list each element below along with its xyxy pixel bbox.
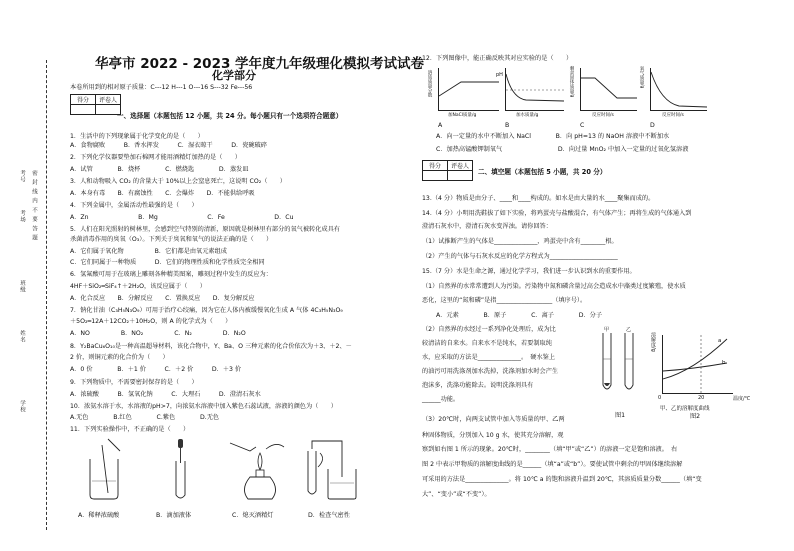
- q7-options: A．NO B．NO₂ C．N₂ D．N₂O: [70, 330, 246, 337]
- q12-graph-c-label: C: [580, 122, 585, 129]
- q11-illustrations: [80, 437, 410, 505]
- q12-options-ab: A．向一定量的水中不断加入 NaCl B．向 pH=13 的 NaOH 溶液中不断加水: [436, 133, 670, 140]
- section-2-heading: 二、填空题（本题包括 5 小题，共 20 分）: [478, 168, 607, 176]
- q12-graph-b: [505, 68, 564, 111]
- section-1-heading: 一、选择题（本题包括 12 小题，共 24 分。每小题只有一个选项符合题意）: [117, 112, 343, 120]
- q12-stem: 12．下列图像中，能正确反映其对应实验的是（ ）: [422, 55, 573, 62]
- dropper-test-tube-icon: [176, 439, 185, 498]
- q15-2-line-5: 泡沫多，洗涤功能除去。说明洗涤剂具有: [422, 382, 534, 389]
- q11-option-a: A．稀释浓硫酸: [78, 512, 120, 519]
- side-label-class: 班级: [19, 280, 25, 293]
- q5-stem-1: 5．人们在阳光照射的树林里，会感到空气特别的清新，原因就是树林里有部分的氧气被转化成具有: [70, 226, 340, 233]
- q2-options: A．试管 B．烧杯 C．燃烧匙 D．蒸发皿: [70, 166, 249, 173]
- figure-1-label: 图1: [615, 412, 626, 419]
- q12-graph-b-xlabel: 加水质量/g: [516, 113, 539, 118]
- grader-label: 评卷人: [448, 161, 473, 171]
- q15-3-line-2: 种固体物质，分别加入 10 g 水，使其充分溶解，观: [422, 432, 564, 439]
- q5-options-2: C．它们同属于一种物质 D．它们的物理性质和化学性质完全相同: [70, 259, 265, 266]
- q11-option-c: C．熄灭酒精灯: [232, 512, 274, 519]
- fig2-curve-a-label: a: [718, 338, 722, 344]
- q6-stem: 6．氢氟酸可用于在玻璃上雕刻各种精美图案，雕刻过程中发生的反应为：: [70, 271, 272, 278]
- q15-2-line-1: （2）自然界的水经过一系列净化处理后，成为比: [422, 326, 556, 333]
- fig2-ylabel: 溶解度/g: [650, 332, 656, 352]
- q12-graph-d-ylabel: 氧气质量/g: [639, 66, 644, 89]
- q15-stem-1: 15.（7 分）水是生命之源，通过化学学习，我们进一步认识到水的重要作用。: [422, 268, 636, 275]
- score-label: 得分: [423, 161, 448, 171]
- fig2-caption: 甲、乙的溶解度曲线: [660, 406, 710, 412]
- q9-options: A．浓硫酸 B．氢氧化钠 C．大理石 D．澄清石灰水: [70, 391, 261, 398]
- q15-2-line-4: 的油污可用洗涤剂加水洗掉，洗涤剂加水时会产生: [422, 368, 559, 375]
- score-cell[interactable]: [71, 105, 96, 115]
- figure-2-label: 图2: [690, 413, 701, 420]
- q11-option-b: B．滴加液体: [156, 512, 192, 519]
- seal-line: [46, 60, 47, 530]
- atomic-masses: 本卷所用到的相对原子质量：C---12 H---1 O---16 S---32 Fe---56: [70, 84, 253, 91]
- q13-stem: 13.（4 分）物质是由分子、____和____构成的。如水是由大量的水____聚集而成的。: [422, 195, 655, 202]
- score-box-2: [422, 160, 473, 181]
- grader-cell[interactable]: [448, 171, 473, 181]
- q7-stem-2: ＋5O₂═12A＋12CO₂＋10H₂O，则 A 的化学式为（ ）: [70, 318, 232, 325]
- q15-3-line-5: 可采用的方法是______________。将 10℃ a 的饱和溶液升温到 20℃，其溶质质量分数______（填“变: [422, 476, 702, 483]
- q7-stem-1: 7．钠化甘油（C₃H₅N₃O₉）可用于治疗心绞痛，因为它在人体内被缓慢氧化生成 A 气体 4C₃H₅N₃O₉: [70, 307, 343, 314]
- q2-stem: 2．下列化学仪器要垫加石棉网才能用酒精灯加热的是（ ）: [70, 154, 241, 161]
- q1-options: A．食物腐败 B．香水挥发 C．湿衣晾干 D．瓷碗破碎: [70, 142, 267, 149]
- q8-stem-2: 2 价，则铜元素的化合价为（ ）: [70, 354, 169, 361]
- q15-3-line-4: 图 2 中表示甲物质的溶解度曲线的是______（填“a”或“b”）。要使试管中剩余的甲固体继续溶解: [422, 461, 683, 468]
- q3-stem: 3．人和动物吸入 CO₂ 的含量大于 10%以上会窒息死亡，这说明 CO₂（ ）: [70, 178, 286, 185]
- q4-stem: 4．下列金属中，金属活动性最强的是（ ）: [70, 202, 198, 209]
- fig2-tick-20: 20: [698, 395, 705, 401]
- q3-options: A．本身有毒 B．有腐蚀性 C．会爆炸 D．不能供给呼吸: [70, 190, 255, 197]
- fig2-curve-b-label: b: [722, 360, 726, 366]
- score-label: 得分: [71, 95, 96, 105]
- side-label-exam-number: 考号: [19, 170, 25, 183]
- q8-options: A．0 价 B．＋1 价 C．＋2 价 D．＋3 价: [70, 366, 242, 373]
- fig2-tick-0: 0: [658, 395, 662, 401]
- q12-graph-d-label: D: [650, 122, 655, 129]
- q5-stem-2: 杀菌消毒作用的臭氧（O₃）。下列关于臭氧和氧气的说法正确的是（ ）: [70, 236, 273, 243]
- test-tube-icon: [603, 333, 611, 389]
- q12-graph-d: [650, 68, 707, 111]
- q9-stem: 9．下列物质中，不需要密封保存的是（ ）: [70, 379, 198, 386]
- q14-part-1: （1）试推断产生的气体是______________，鸡蛋壳中含有________根。: [422, 238, 618, 245]
- score-box-1: [70, 94, 121, 115]
- tube-label-jia: 甲: [604, 327, 610, 333]
- q12-graph-a-label: A: [438, 122, 443, 129]
- q11-option-d: D．检查气密性: [308, 512, 350, 519]
- alcohol-lamp-icon: [230, 443, 284, 499]
- tube-label-yi: 乙: [626, 327, 632, 333]
- q12-options-cd: C．加热高锰酸钾制氧气 D．向过量 MnO₂ 中加入一定量的过氧化氢溶液: [436, 146, 689, 153]
- q12-graph-c-xlabel: 反应时间/s: [592, 113, 614, 118]
- q12-graph-a: [438, 68, 499, 111]
- score-cell[interactable]: [423, 171, 448, 181]
- q1-stem: 1．生活中的下列现象属于化学变化的是（ ）: [70, 133, 204, 140]
- q15-2-line-3: 水，应采取的方法是______________。 硬水鉴上: [422, 354, 556, 361]
- test-tube-icon: [625, 333, 633, 389]
- q12-graph-b-ylabel: pH: [496, 72, 503, 78]
- q12-graph-a-xlabel: 加NaCl质量/g: [448, 113, 477, 118]
- curve-a: [663, 339, 727, 379]
- q15-2-line-6: ______功能。: [422, 396, 460, 403]
- airtightness-apparatus-icon: [308, 441, 356, 499]
- q10-stem: 10．浓氨水溶于水，水溶液的pH>7，向浓氨水溶液中加入紫色石蕊试液，溶液的颜色为（ ）: [70, 403, 337, 410]
- q10-options: A.无色 B.红色 C.紫色 D.无色: [70, 414, 220, 421]
- q4-options: A．Zn B．Mg C．Fe D．Cu: [70, 214, 294, 221]
- q11-stem: 11．下列实验操作中，不正确的是（ ）: [70, 426, 190, 433]
- q15-3-line-1: （3）20℃时，向两支试管中加入等质量的甲、乙两: [422, 416, 565, 423]
- side-label-school: 学校: [19, 400, 25, 413]
- side-label-exam-room: 考场: [19, 210, 25, 223]
- seal-warning: 密 封 线 内 不 要 答 题: [31, 170, 37, 242]
- q14-part-2: （2）产生的气体与石灰水反应的化学方程式为______________________: [422, 253, 618, 260]
- beaker-stirring-icon: [90, 439, 120, 499]
- q8-stem-1: 8．Y₂BaCu₆O₁₀是一种高温超导材料，该化合物中，Y、Ba、O 三种元素的化合价依次为＋3、＋2、－: [70, 343, 352, 350]
- fig2-xlabel: 温度/℃: [733, 396, 751, 402]
- q12-graph-b-label: B: [505, 122, 510, 129]
- q14-stem-2: 澄清石灰水中，澄清石灰水变浑浊。请你回答：: [422, 223, 552, 230]
- q5-options-1: A．它们属于氧化物 B．它们都是由氧元素组成: [70, 248, 227, 255]
- q12-graph-d-xlabel: 反应时间/s: [662, 113, 684, 118]
- q14-stem-1: 14.（4 分）小明用洗鞋拔了如下实验，将鸡蛋壳与盐酸混合，有气体产生；再将生成的气体通入到: [422, 210, 692, 217]
- q15-options: A．元素 B．原子 C．离子 D．分子: [436, 312, 603, 319]
- q6-options: A．化合反应 B．分解反应 C．置换反应 D．复分解反应: [70, 295, 255, 302]
- q15-2-line-2: 较清洁的自来水。自来水不是纯水，若要制取纯: [422, 340, 552, 347]
- q12-graph-c-ylabel: 剩余固体质量/g: [569, 66, 574, 98]
- grader-label: 评卷人: [96, 95, 121, 105]
- side-label-name: 姓名: [19, 330, 25, 343]
- q6-equation: 4HF＋SiO₂═SiF₄↑＋2H₂O，该反应属于（ ）: [70, 283, 206, 290]
- q15-stem-3: 恶化，这里的“氮和磷”是指__________________（填序号）。: [422, 297, 587, 304]
- exam-title: 华亭市 2022 - 2023 学年度九年级理化模拟考试试卷: [95, 56, 425, 72]
- q12-graph-a-ylabel: 溶质质量分数: [427, 70, 432, 97]
- q15-stem-2: （1）自然界的水常常遭到人为污染。污染物中氮和磷含量过高会造成水中藻类过度繁殖，使水质: [422, 283, 686, 290]
- q12-graph-c: [580, 68, 637, 111]
- exam-subtitle: 化学部分: [212, 69, 256, 82]
- figure-1-test-tubes: [595, 325, 645, 405]
- q15-3-line-3: 察到如右图 1 所示的现象。20℃时，________（填“甲”或“乙”）的溶液一定是饱和溶液。 右: [422, 446, 678, 453]
- q15-3-line-6: 大”、“变小”或“不变”）。: [422, 491, 491, 498]
